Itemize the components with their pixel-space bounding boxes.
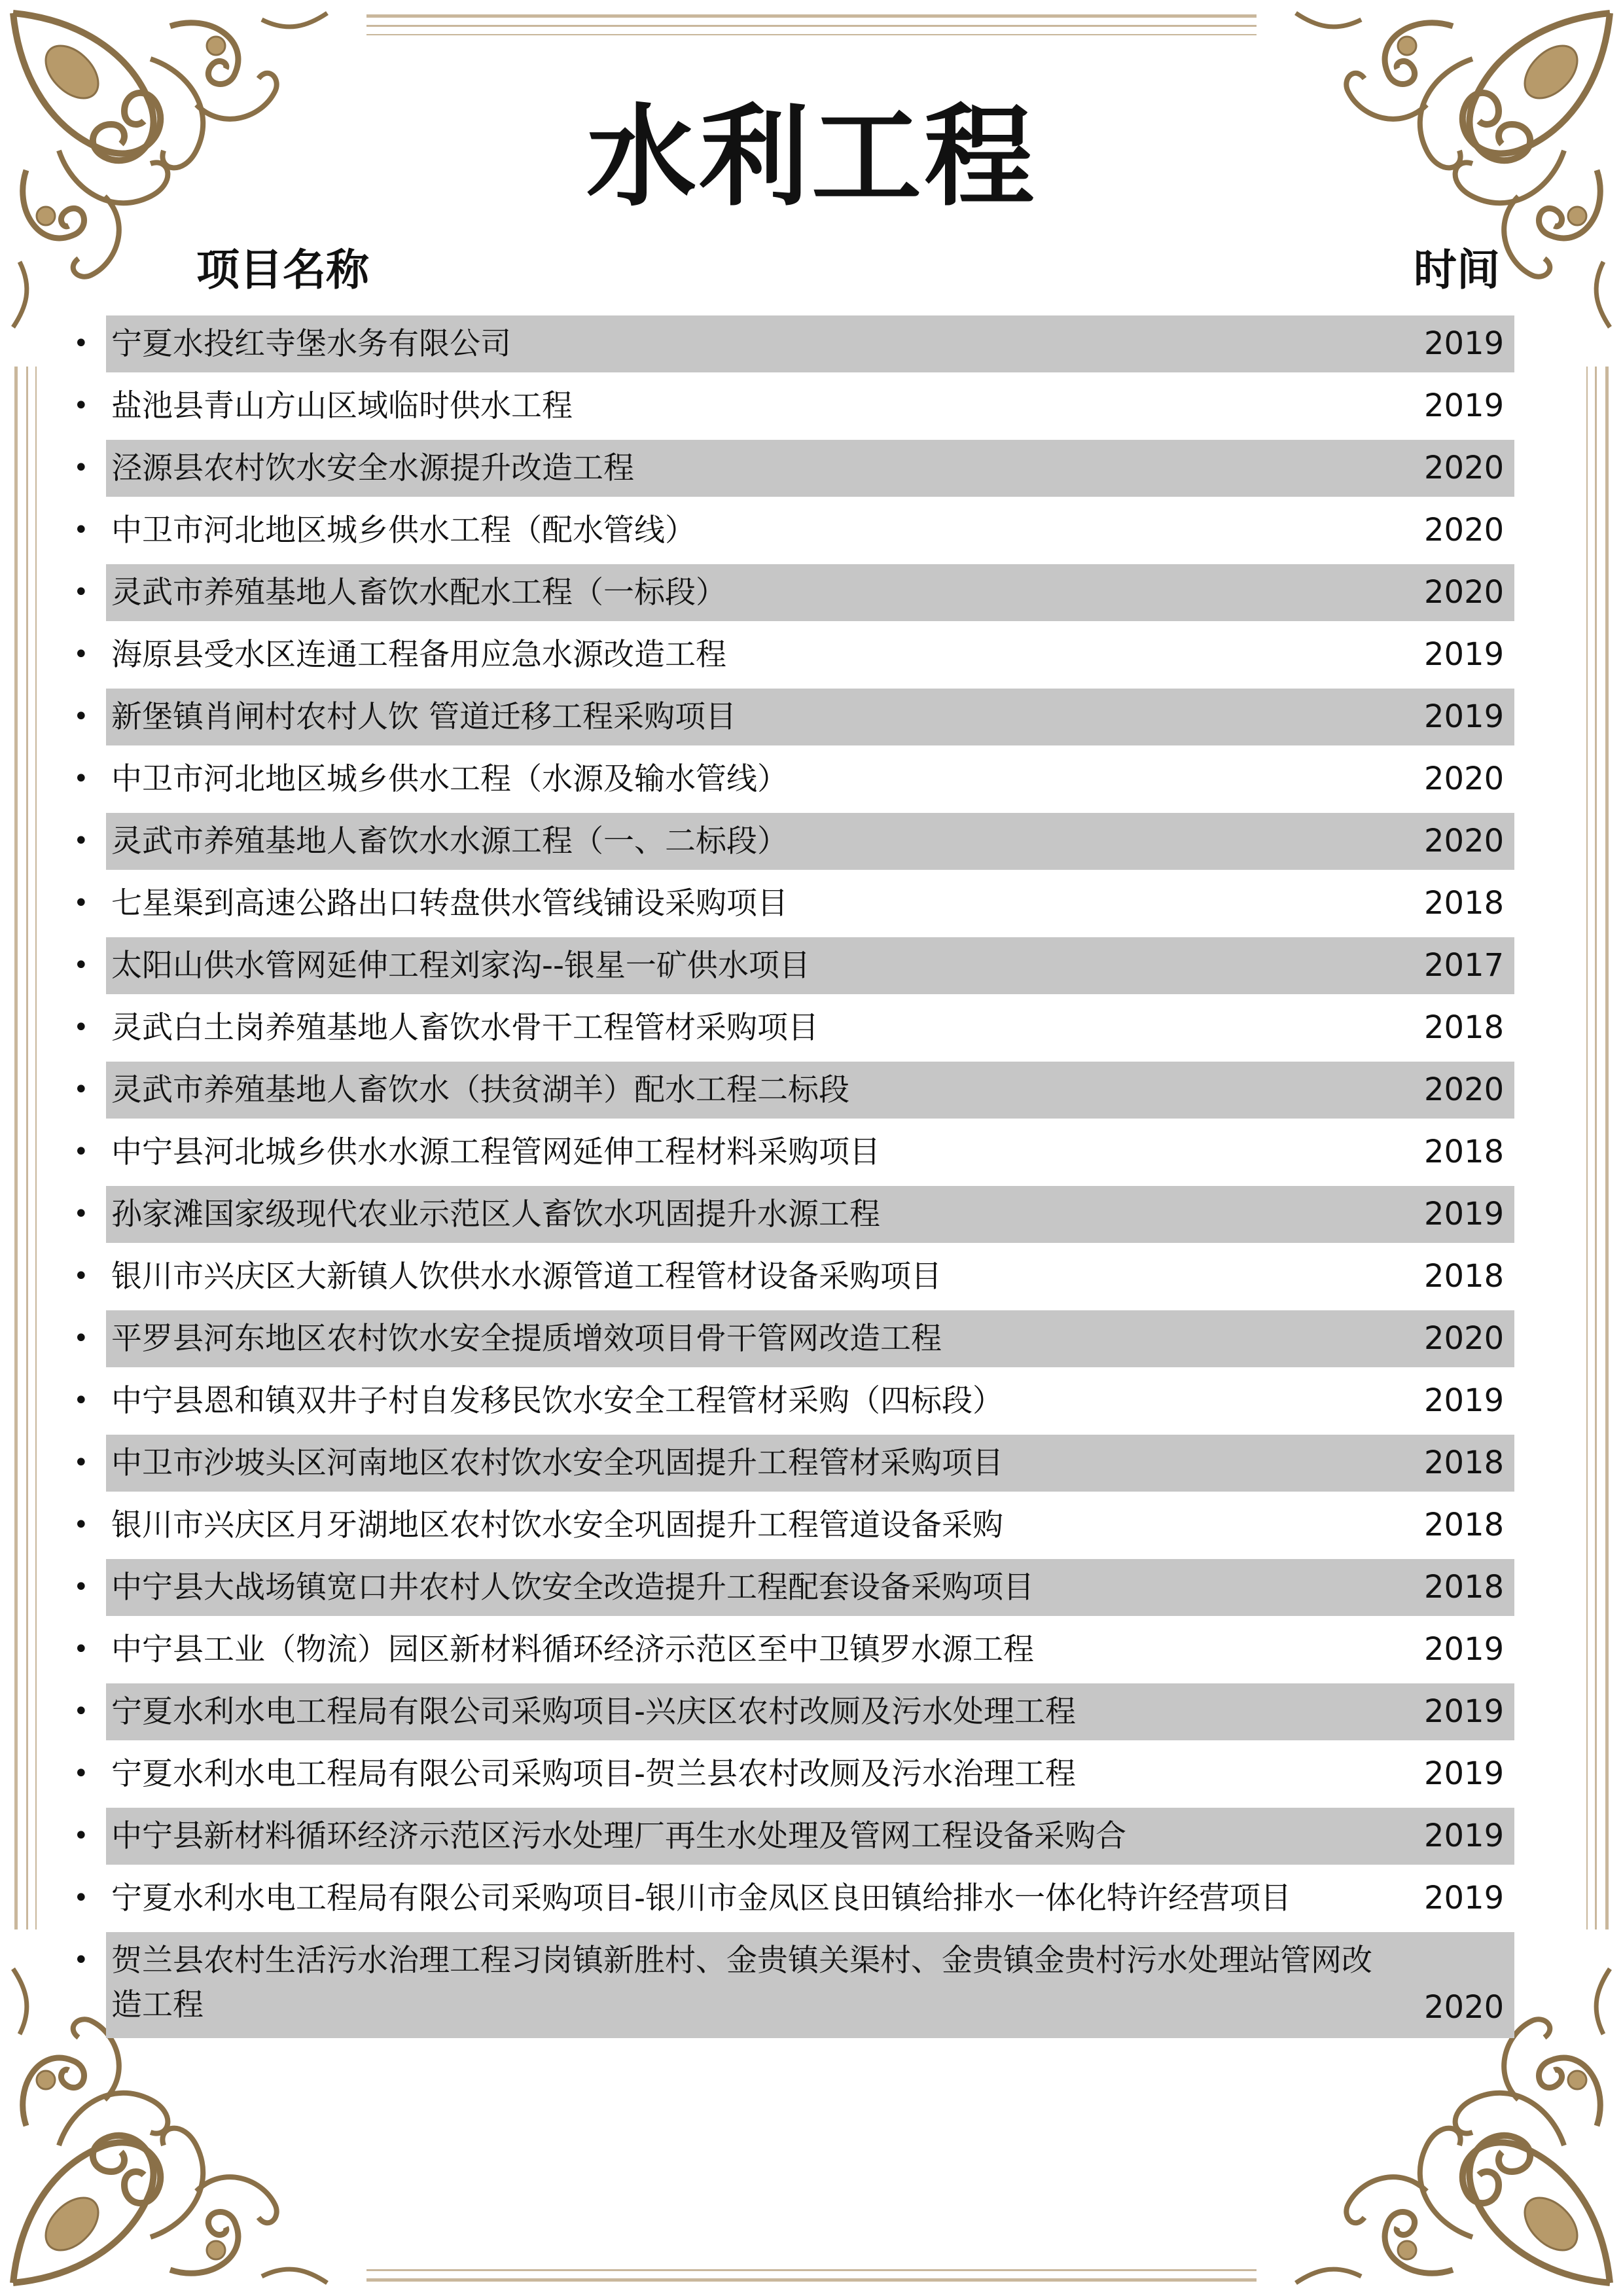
bullet-icon: • bbox=[73, 826, 89, 856]
project-name: 宁夏水投红寺堡水务有限公司 bbox=[111, 326, 511, 362]
page-title: 水利工程 bbox=[586, 93, 1037, 221]
project-year: 2019 bbox=[1424, 698, 1505, 735]
project-row bbox=[0, 1494, 1623, 1556]
project-row bbox=[0, 997, 1623, 1059]
project-year: 2019 bbox=[1424, 1196, 1505, 1232]
project-year: 2019 bbox=[1424, 1755, 1505, 1792]
project-year: 2019 bbox=[1424, 636, 1505, 673]
project-name: 灵武市养殖基地人畜饮水配水工程（一标段） bbox=[111, 575, 726, 611]
project-name: 中宁县大战场镇宽口井农村人饮安全改造提升工程配套设备采购项目 bbox=[111, 1570, 1034, 1605]
project-name: 泾源县农村饮水安全水源提升改造工程 bbox=[111, 450, 634, 486]
project-year: 2019 bbox=[1424, 1880, 1505, 1916]
project-row bbox=[0, 313, 1623, 375]
project-name: 灵武白土岗养殖基地人畜饮水骨干工程管材采购项目 bbox=[111, 1010, 819, 1046]
project-row bbox=[0, 1246, 1623, 1308]
project-row bbox=[0, 1370, 1623, 1432]
project-year: 2018 bbox=[1424, 1569, 1505, 1605]
project-row bbox=[0, 686, 1623, 748]
bullet-icon: • bbox=[73, 1261, 89, 1291]
project-year: 2019 bbox=[1424, 1693, 1505, 1730]
frame-bottom-line bbox=[366, 2278, 1257, 2282]
project-name: 中卫市沙坡头区河南地区农村饮水安全巩固提升工程管材采购项目 bbox=[111, 1445, 1003, 1481]
bullet-icon: • bbox=[73, 1013, 89, 1043]
project-year: 2018 bbox=[1424, 1134, 1505, 1170]
project-row bbox=[0, 375, 1623, 437]
bullet-icon: • bbox=[73, 329, 89, 359]
project-name: 海原县受水区连通工程备用应急水源改造工程 bbox=[111, 637, 726, 673]
bullet-icon: • bbox=[73, 453, 89, 483]
bullet-icon: • bbox=[73, 1075, 89, 1105]
project-row bbox=[0, 872, 1623, 935]
frame-top-line bbox=[366, 14, 1257, 18]
project-year: 2018 bbox=[1424, 1258, 1505, 1295]
project-name: 宁夏水利水电工程局有限公司采购项目-兴庆区农村改厕及污水处理工程 bbox=[111, 1694, 1076, 1730]
project-name: 平罗县河东地区农村饮水安全提质增效项目骨干管网改造工程 bbox=[111, 1321, 942, 1357]
project-row bbox=[0, 935, 1623, 997]
project-name: 中宁县河北城乡供水水源工程管网延伸工程材料采购项目 bbox=[111, 1134, 880, 1170]
project-year: 2020 bbox=[1424, 574, 1505, 611]
bullet-icon: • bbox=[73, 1199, 89, 1229]
project-row bbox=[0, 1556, 1623, 1619]
project-name: 银川市兴庆区月牙湖地区农村饮水安全巩固提升工程管道设备采购 bbox=[111, 1507, 1003, 1543]
project-name: 孙家滩国家级现代农业示范区人畜饮水巩固提升水源工程 bbox=[111, 1196, 880, 1232]
project-row bbox=[0, 1308, 1623, 1370]
project-row bbox=[0, 748, 1623, 810]
project-year: 2018 bbox=[1424, 885, 1505, 922]
project-row bbox=[0, 1805, 1623, 1867]
project-name: 贺兰县农村生活污水治理工程习岗镇新胜村、金贵镇关渠村、金贵镇金贵村污水处理站管网改造工程 bbox=[111, 1943, 1372, 2023]
project-year: 2018 bbox=[1424, 1507, 1505, 1543]
project-name: 银川市兴庆区大新镇人饮供水水源管道工程管材设备采购项目 bbox=[111, 1259, 942, 1295]
project-year: 2017 bbox=[1424, 947, 1505, 984]
project-year: 2020 bbox=[1424, 761, 1505, 797]
project-row bbox=[0, 1743, 1623, 1805]
project-row bbox=[0, 1183, 1623, 1246]
project-row bbox=[0, 1867, 1623, 1929]
project-year: 2018 bbox=[1424, 1444, 1505, 1481]
project-year: 2020 bbox=[1424, 450, 1505, 486]
project-year: 2019 bbox=[1424, 387, 1505, 424]
project-row bbox=[0, 437, 1623, 499]
project-row bbox=[0, 1929, 1623, 2041]
bullet-icon: • bbox=[73, 1572, 89, 1602]
project-year: 2019 bbox=[1424, 1631, 1505, 1668]
bullet-icon: • bbox=[73, 1634, 89, 1664]
bullet-icon: • bbox=[73, 702, 89, 732]
project-year: 2020 bbox=[1424, 1989, 1505, 2026]
frame-top-line-inner2 bbox=[366, 34, 1257, 35]
project-year: 2020 bbox=[1424, 512, 1505, 548]
project-name: 太阳山供水管网延伸工程刘家沟--银星一矿供水项目 bbox=[111, 948, 810, 984]
project-row bbox=[0, 1619, 1623, 1681]
project-name: 中宁县恩和镇双井子村自发移民饮水安全工程管材采购（四标段） bbox=[111, 1383, 1003, 1419]
project-name: 中宁县工业（物流）园区新材料循环经济示范区至中卫镇罗水源工程 bbox=[111, 1632, 1034, 1668]
project-name: 七星渠到高速公路出口转盘供水管线铺设采购项目 bbox=[111, 886, 788, 922]
bullet-icon: • bbox=[73, 1510, 89, 1540]
project-list bbox=[0, 313, 1623, 2041]
project-row bbox=[0, 1121, 1623, 1183]
project-year: 2019 bbox=[1424, 1382, 1505, 1419]
bullet-icon: • bbox=[73, 1448, 89, 1478]
bullet-icon: • bbox=[73, 1945, 89, 1975]
bullet-icon: • bbox=[73, 1137, 89, 1167]
bullet-icon: • bbox=[73, 1386, 89, 1416]
project-year: 2020 bbox=[1424, 823, 1505, 859]
project-row bbox=[0, 499, 1623, 562]
project-year: 2020 bbox=[1424, 1071, 1505, 1108]
project-year: 2018 bbox=[1424, 1009, 1505, 1046]
column-header-project-name: 项目名称 bbox=[196, 245, 369, 295]
bullet-icon: • bbox=[73, 764, 89, 794]
column-header-time: 时间 bbox=[1414, 245, 1500, 295]
project-year: 2020 bbox=[1424, 1320, 1505, 1357]
bullet-icon: • bbox=[73, 1323, 89, 1354]
project-name: 中卫市河北地区城乡供水工程（水源及输水管线） bbox=[111, 761, 788, 797]
frame-bottom-line-inner bbox=[366, 2269, 1257, 2271]
project-name: 宁夏水利水电工程局有限公司采购项目-贺兰县农村改厕及污水治理工程 bbox=[111, 1756, 1076, 1792]
project-row bbox=[0, 562, 1623, 624]
project-name: 中卫市河北地区城乡供水工程（配水管线） bbox=[111, 512, 696, 548]
project-row bbox=[0, 1059, 1623, 1121]
project-row bbox=[0, 1432, 1623, 1494]
frame-top-line-inner bbox=[366, 25, 1257, 27]
project-name: 灵武市养殖基地人畜饮水水源工程（一、二标段） bbox=[111, 823, 788, 859]
bullet-icon: • bbox=[73, 1883, 89, 1913]
bullet-icon: • bbox=[73, 1759, 89, 1789]
bullet-icon: • bbox=[73, 1696, 89, 1727]
project-name: 盐池县青山方山区域临时供水工程 bbox=[111, 388, 573, 424]
bullet-icon: • bbox=[73, 577, 89, 607]
bullet-icon: • bbox=[73, 515, 89, 545]
project-name: 新堡镇肖闸村农村人饮 管道迁移工程采购项目 bbox=[111, 699, 736, 735]
bullet-icon: • bbox=[73, 950, 89, 980]
project-year: 2019 bbox=[1424, 325, 1505, 362]
project-row bbox=[0, 810, 1623, 872]
project-name: 宁夏水利水电工程局有限公司采购项目-银川市金凤区良田镇给排水一体化特许经营项目 bbox=[111, 1880, 1291, 1916]
project-name: 中宁县新材料循环经济示范区污水处理厂再生水处理及管网工程设备采购合 bbox=[111, 1818, 1126, 1854]
project-row bbox=[0, 1681, 1623, 1743]
bullet-icon: • bbox=[73, 391, 89, 421]
project-name: 灵武市养殖基地人畜饮水（扶贫湖羊）配水工程二标段 bbox=[111, 1072, 849, 1108]
bullet-icon: • bbox=[73, 1821, 89, 1851]
bullet-icon: • bbox=[73, 639, 89, 670]
project-row bbox=[0, 624, 1623, 686]
project-year: 2019 bbox=[1424, 1818, 1505, 1854]
bullet-icon: • bbox=[73, 888, 89, 918]
